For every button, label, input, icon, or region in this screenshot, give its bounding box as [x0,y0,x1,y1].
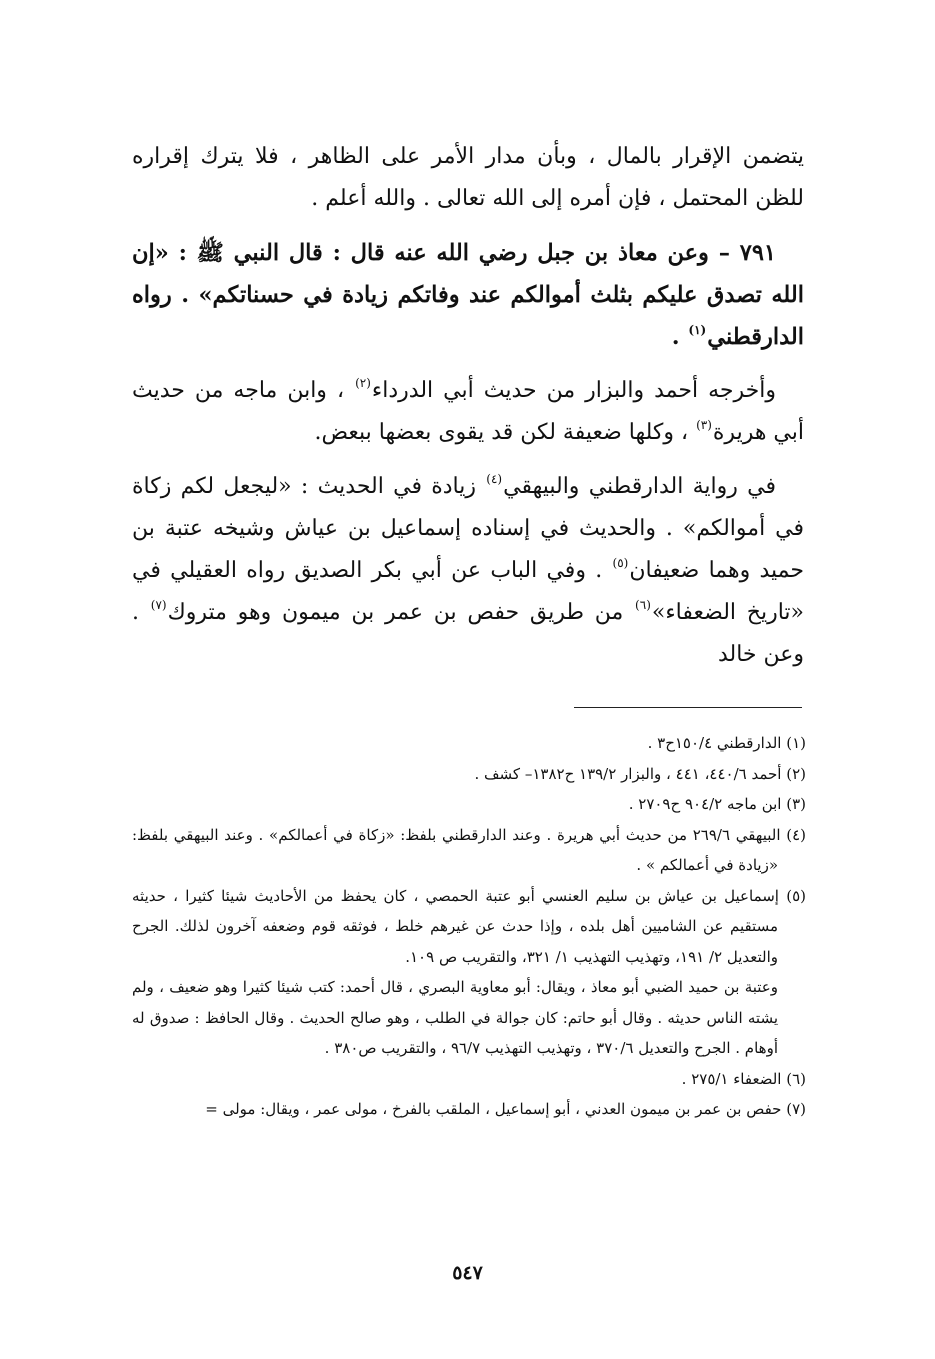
paragraph-riwaya [132,466,804,676]
riwaya-text-a: في رواية الدارقطني والبيهقي [503,474,776,499]
footnote-3: (٣) ابن ماجه ٩٠٤/٢ ح٢٧٠٩ . [628,795,806,813]
footnote-ref-7[interactable]: (٧) [150,598,167,612]
riwaya-text-e: . وعن خالد [132,600,804,667]
footnote-ref-3[interactable]: (٣) [696,418,712,432]
footnote-ref-5[interactable]: (٥) [612,556,629,570]
footnote-4: (٤) البيهقي ٢٦٩/٦ من حديث أبي هريرة . وعند الدارقطني بلفظ: «زكاة في أعمالكم» . وعند البيهقي بلفظ: «زيادة في أعمالكم » . [132,825,807,874]
hadith-text: – وعن معاذ بن جبل رضي الله عنه قال : قال النبي ﷺ : «إن الله تصدق عليكم بثلث أموالكم عند وفاتكم زيادة في حسناتكم» . رواه الدارقطني [132,240,804,350]
footnote-2: (٢) أحمد ٤٤٠/٦، ٤٤١ ، والبزار ١٣٩/٢ ح١٣٨٢– كشف . [474,764,806,783]
page-number: ٥٤٧ [452,1262,483,1284]
hadith-number: ٧٩١ [739,240,776,266]
hadith-791 [132,232,804,358]
paragraph-takhrij [132,370,804,454]
riwaya-text-b: زيادة في الحديث : «ليجعل لكم زكاة في أموالكم» . والحديث في إسناده إسماعيل بن عياش وشيخه عتبة بن حميد وهما ضعيفان [132,474,805,583]
footnote-7: (٧) حفص بن عمر بن ميمون العدني ، أبو إسماعيل ، الملقب بالفرخ ، مولى عمر ، ويقال: مولى = [205,1100,806,1118]
takhrij-text-c: ، وكلها ضعيفة لكن قد يقوى بعضها ببعض. [314,420,689,445]
footnote-ref-1[interactable]: (١) [688,323,707,337]
riwaya-text-d: من طريق حفص بن عمر بن ميمون وهو متروك [167,600,624,625]
takhrij-text-a: وأخرجه أحمد والبزار من حديث أبي الدرداء [371,378,776,403]
footnote-ref-2[interactable]: (٢) [355,376,371,390]
footnote-ref-4[interactable]: (٤) [486,472,503,486]
riwaya-text-c: . وفي الباب عن أبي بكر الصديق رواه العقيلي في «تاريخ الضعفاء» [132,558,805,625]
footnote-ref-6[interactable]: (٦) [635,598,651,612]
footnote-5: (٥) إسماعيل بن عياش بن سليم العنسي أبو عتبة الحمصي ، كان يحفظ من الأحاديث شيئا كثيرا ، حديثه مستقيم عن الشاميين أهل بلده ، وإذا حدث عن غيرهم خلط ، فوثقه قوم وضعفه آخرون لذلك. الجرح والتعديل ٢/ ١٩١، وتهذيب التهذيب ١/ ٣٢١، والتقريب ص ١٠٩. [132,886,806,966]
footnote-divider [574,707,802,708]
hadith-end: . [671,324,688,350]
takhrij-text-b: ، وابن ماجه من حديث أبي هريرة [132,378,804,445]
footnote-1: (١) الدارقطني ١٥٠/٤ح٣ . [647,734,806,752]
paragraph-intro: يتضمن الإقرار بالمال ، وبأن مدار الأمر على الظاهر ، فلا يترك إقراره للظن المحتمل ، فإن أمره إلى الله تعالى . والله أعلم . [132,144,804,211]
footnote-5-continued: وعتبة بن حميد الضبي أبو معاذ ، ويقال: أبو معاوية البصري ، قال أحمد: كتب شيئا كثيرا وهو ضعيف ، ولم يشته الناس حديثه . وقال أبو حاتم: كان جوالة في الطلب ، وهو صالح الحديث . وقال الحافظ : صدوق له أوهام . الجرح والتعديل ٣٧٠/٦ ، وتهذيب التهذيب ٩٦/٧ ، والتقريب ص٣٨٠ . [132,978,778,1057]
main-text-body [132,136,804,688]
footnotes-section [132,728,806,1125]
footnote-6: (٦) الضعفاء ٢٧٥/١ . [681,1069,806,1088]
